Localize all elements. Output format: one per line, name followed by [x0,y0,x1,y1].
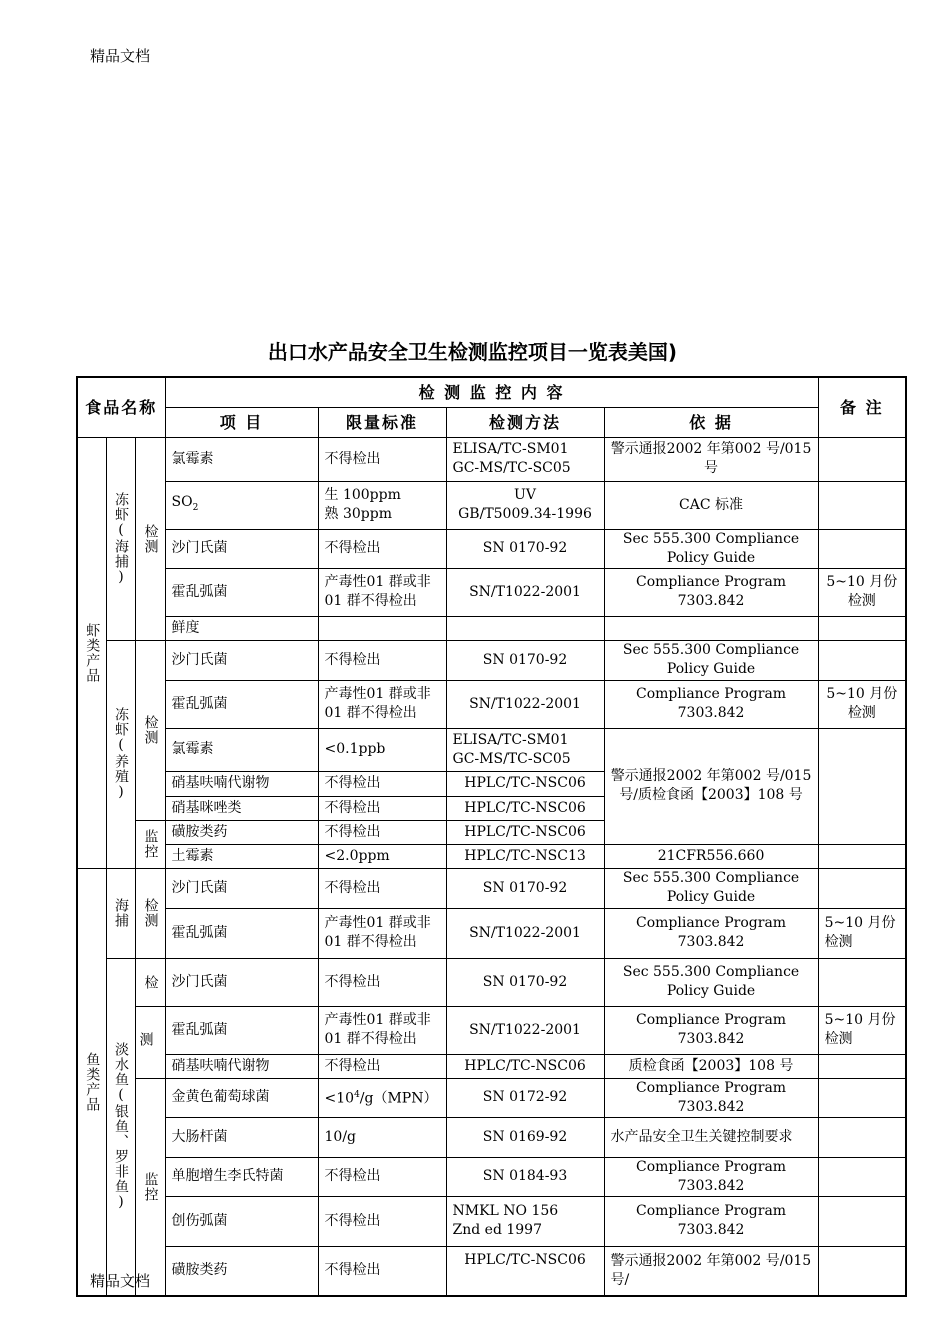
method-cell: SN 0170-92 [446,640,604,680]
limit-cell: 生 100ppm 熟 30ppm [318,481,446,529]
subcategory-wild: 海捕 [106,868,135,958]
item-cell: 沙门氏菌 [165,958,318,1006]
note-cell [818,1117,906,1157]
item-cell: 磺胺类药 [165,820,318,844]
item-cell: 创伤弧菌 [165,1196,318,1246]
type-detect: 检测 [135,437,165,640]
method-cell: HPLC/TC-NSC06 [446,820,604,844]
method-cell: SN 0170-92 [446,958,604,1006]
basis-cell: Compliance Program 7303.842 [604,1196,818,1246]
page-header: 精品文档 [90,47,151,65]
item-cell: 氯霉素 [165,437,318,481]
type-ce: 测 [135,1006,165,1078]
method-cell: SN/T1022-2001 [446,680,604,728]
table-row [77,1246,906,1296]
note-cell [818,1246,906,1296]
table-row [77,529,906,568]
basis-cell: 警示通报2002 年第002 号/015 号 [604,437,818,481]
method-cell: SN/T1022-2001 [446,908,604,958]
basis-cell [604,616,818,640]
note-cell [818,640,906,680]
method-cell: SN/T1022-2001 [446,1006,604,1054]
table-row [77,908,906,958]
note-cell [818,868,906,908]
basis-cell: 警示通报2002 年第002 号/015 号/质检食函【2003】108 号 [604,728,818,844]
item-cell: 霍乱弧菌 [165,1006,318,1054]
item-cell: 氯霉素 [165,728,318,771]
method-cell: HPLC/TC-NSC06 [446,796,604,820]
limit-cell: 10/g [318,1117,446,1157]
limit-cell: $<10^4/g(MPN)$ [318,1078,446,1117]
note-cell [818,1054,906,1078]
basis-cell: Sec 555.300 Compliance Policy Guide [604,958,818,1006]
note-cell: 5~10 月份检测 [818,568,906,616]
table-row [77,868,906,908]
note-cell [818,1196,906,1246]
table-row [77,844,906,868]
note-cell: 5~10 月份检测 [818,680,906,728]
header-item: 项 目 [165,407,318,437]
method-cell: NMKL NO 156 Znd ed 1997 [446,1196,604,1246]
table-row [77,481,906,529]
note-cell [818,481,906,529]
method-cell: SN 0170-92 [446,529,604,568]
limit-cell: 不得检出 [318,1157,446,1196]
monitoring-table [76,376,907,1297]
table-row [77,1117,906,1157]
limit-cell [318,616,446,640]
limit-cell: 不得检出 [318,771,446,796]
method-cell: SN/T1022-2001 [446,568,604,616]
method-cell: HPLC/TC-NSC06 [446,771,604,796]
table-row [77,640,906,680]
basis-cell: 质检食函【2003】108 号 [604,1054,818,1078]
note-cell [818,616,906,640]
table-row [77,616,906,640]
item-cell: 硝基咪唑类 [165,796,318,820]
item-cell: 硝基呋喃代谢物 [165,1054,318,1078]
type-monitor: 监控 [135,1078,165,1296]
limit-cell: 不得检出 [318,796,446,820]
basis-cell: Compliance Program 7303.842 [604,1006,818,1054]
header-note: 备 注 [818,377,906,437]
item-cell: 硝基呋喃代谢物 [165,771,318,796]
method-cell: HPLC/TC-NSC13 [446,844,604,868]
method-cell: SN 0184-93 [446,1157,604,1196]
note-cell: 5~10 月份检测 [818,908,906,958]
item-cell: 沙门氏菌 [165,868,318,908]
item-cell: 霍乱弧菌 [165,680,318,728]
type-monitor: 监控 [135,820,165,868]
note-cell [818,529,906,568]
basis-cell: Compliance Program 7303.842 [604,1157,818,1196]
type-detect: 检测 [135,640,165,820]
basis-cell: 水产品安全卫生关键控制要求 [604,1117,818,1157]
type-detect: 检测 [135,868,165,958]
method-cell: SN 0172-92 [446,1078,604,1117]
basis-cell: Sec 555.300 Compliance Policy Guide [604,868,818,908]
limit-cell: 不得检出 [318,958,446,1006]
limit-cell: 产毒性01 群或非01 群不得检出 [318,568,446,616]
header-basis: 依 据 [604,407,818,437]
method-cell [446,616,604,640]
subcategory-frozen-farm: 冻虾(养殖) [106,640,135,868]
subcategory-freshwater: 淡水鱼(银鱼、罗非鱼) [106,958,135,1296]
item-cell: 磺胺类药 [165,1246,318,1296]
page-footer: 精品文档 [90,1272,151,1290]
method-cell: SN 0169-92 [446,1117,604,1157]
header-content: 检 测 监 控 内 容 [165,377,818,407]
table-row [77,1196,906,1246]
table-row [77,1006,906,1054]
item-cell: $SO_2$ [165,481,318,529]
method-cell: HPLC/TC-NSC06 [446,1246,604,1296]
item-cell: 沙门氏菌 [165,640,318,680]
table-row [77,728,906,771]
table-row [77,437,906,481]
note-cell [818,728,906,844]
limit-cell: <0.1ppb [318,728,446,771]
basis-cell: CAC 标准 [604,481,818,529]
table-row [77,958,906,1006]
limit-cell: 不得检出 [318,868,446,908]
method-cell: UV GB/T5009.34-1996 [446,481,604,529]
limit-cell: 不得检出 [318,1054,446,1078]
limit-cell: 不得检出 [318,1196,446,1246]
note-cell [818,844,906,868]
method-cell: ELISA/TC-SM01 GC-MS/TC-SC05 [446,437,604,481]
header-limit: 限量标准 [318,407,446,437]
note-cell [818,437,906,481]
subcategory-frozen-wild: 冻虾(海捕) [106,437,135,640]
basis-cell: Sec 555.300 Compliance Policy Guide [604,640,818,680]
header-food-name: 食品名称 [77,377,165,437]
limit-cell: 不得检出 [318,437,446,481]
item-cell: 霍乱弧菌 [165,568,318,616]
basis-cell: 警示通报2002 年第002 号/015 号/ [604,1246,818,1296]
basis-cell: Compliance Program 7303.842 [604,1078,818,1117]
category-shrimp: 虾类产品 [77,437,106,868]
header-method: 检测方法 [446,407,604,437]
item-cell: 金黄色葡萄球菌 [165,1078,318,1117]
note-cell [818,1157,906,1196]
item-cell: 霍乱弧菌 [165,908,318,958]
item-cell: 土霉素 [165,844,318,868]
basis-cell: Compliance Program 7303.842 [604,908,818,958]
method-cell: ELISA/TC-SM01 GC-MS/TC-SC05 [446,728,604,771]
table-row [77,568,906,616]
page-title: 出口水产品安全卫生检测监控项目一览表美国) [267,340,678,364]
category-fish: 鱼类产品 [77,868,106,1296]
limit-cell: 产毒性01 群或非01 群不得检出 [318,1006,446,1054]
limit-cell: 不得检出 [318,820,446,844]
item-cell: 单胞增生李氏特菌 [165,1157,318,1196]
basis-cell: 21CFR556.660 [604,844,818,868]
limit-cell: <2.0ppm [318,844,446,868]
basis-cell: Sec 555.300 Compliance Policy Guide [604,529,818,568]
note-cell [818,1078,906,1117]
limit-cell: 不得检出 [318,1246,446,1296]
limit-cell: 产毒性01 群或非01 群不得检出 [318,680,446,728]
table-row [77,1054,906,1078]
type-jian: 检 [135,958,165,1006]
item-cell: 沙门氏菌 [165,529,318,568]
table-row [77,680,906,728]
note-cell: 5~10 月份检测 [818,1006,906,1054]
limit-cell: 产毒性01 群或非01 群不得检出 [318,908,446,958]
item-cell: 鲜度 [165,616,318,640]
method-cell: SN 0170-92 [446,868,604,908]
basis-cell: Compliance Program 7303.842 [604,680,818,728]
method-cell: HPLC/TC-NSC06 [446,1054,604,1078]
limit-cell: 不得检出 [318,640,446,680]
table-row [77,1157,906,1196]
basis-cell: Compliance Program 7303.842 [604,568,818,616]
limit-cell: 不得检出 [318,529,446,568]
item-cell: 大肠杆菌 [165,1117,318,1157]
table-row [77,1078,906,1117]
note-cell [818,958,906,1006]
